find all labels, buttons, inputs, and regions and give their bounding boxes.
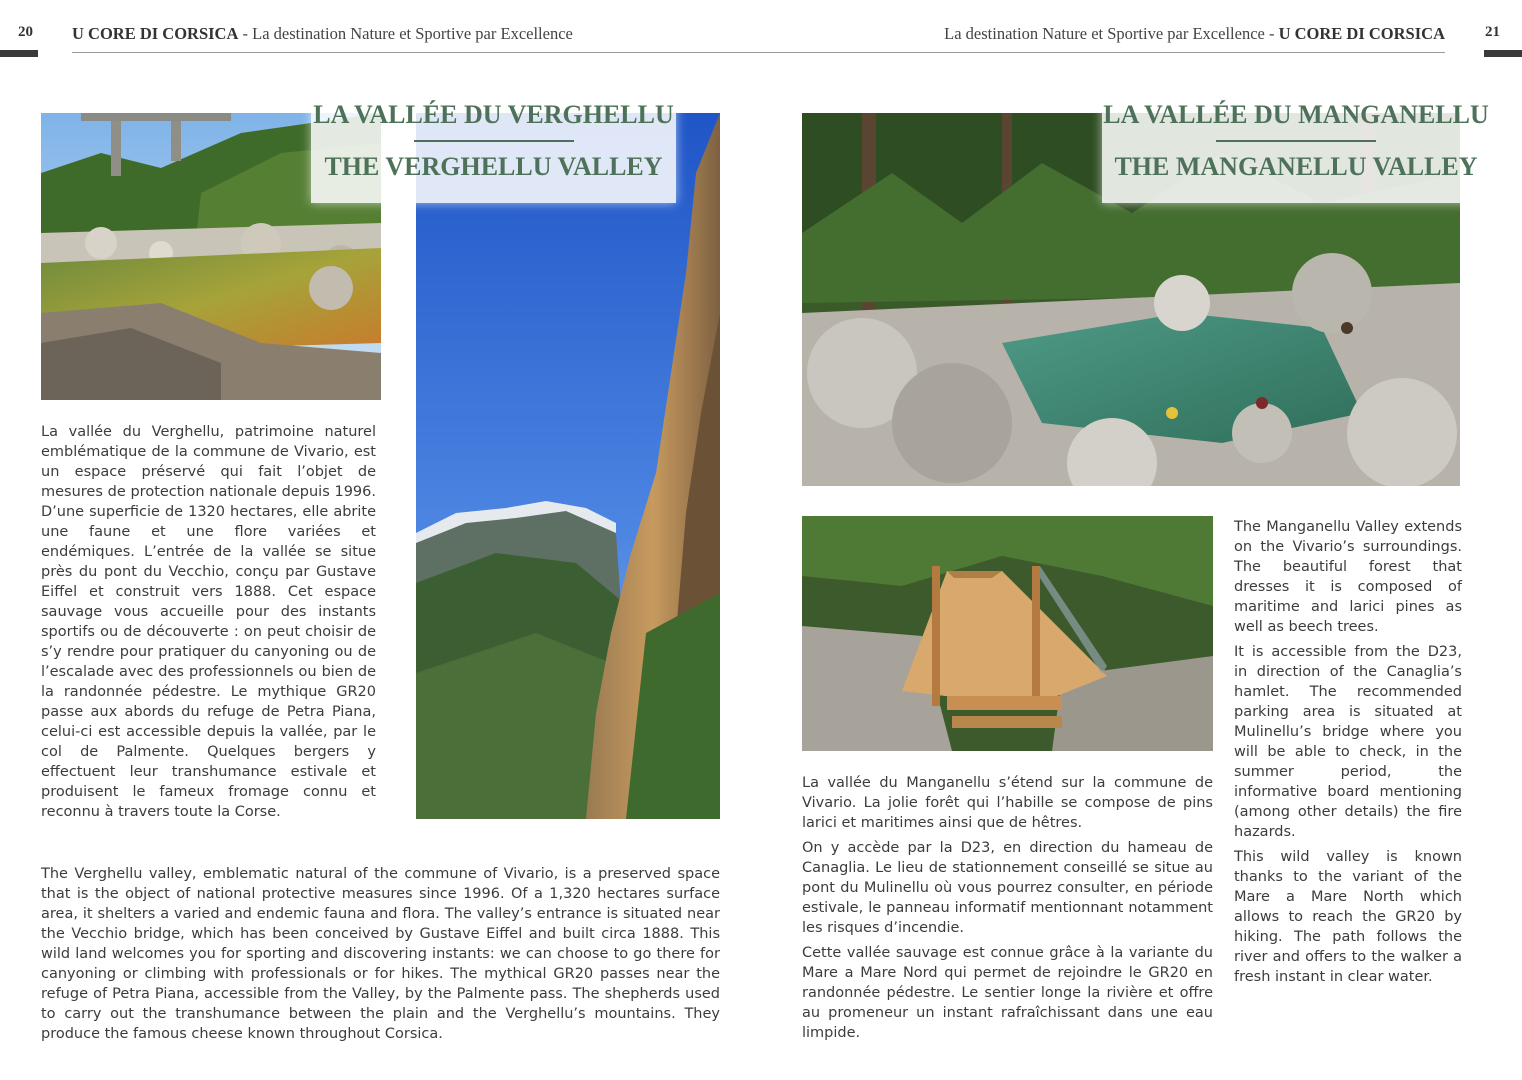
verghellu-text-fr: La vallée du Verghellu, patrimoine naturel emblématique de la commune de Vivario, est un espace préservé qui fait l’objet de mesures de protection nationale depuis 1996. D’une superficie de 1320 hectares, elle abrite une faune et une flore variées et endémiques. L’entrée de la vallée se situe près du pont du Vecchio, conçu par Gustave Eiffel et construit vers 1888. Cet espace sauvage vous accueille pour des instants sportifs ou de découverte : on peut choisir de s’y rendre pour pratiquer du canyoning ou de l’escalade avec des professionnels ou bien de la randonnée pédestre. Le mythique GR20 passe aux abords du refuge de Petra Piana, celui-ci est accessible depuis la vallée, par le col de Palmente. Quelques bergers y effectuent leur transhumance estivale et produisent le fameux fromage connu et reconnu à travers toute la Corse.	[41, 424, 376, 820]
header-rule	[761, 52, 1445, 53]
manganellu-text-en	[1234, 517, 1462, 992]
fr-paragraph-1: La vallée du Manganellu s’étend sur la commune de Vivario. La jolie forêt qui l’habille se compose de pins larici et maritimes ainsi que de hêtres.	[802, 775, 1213, 831]
running-head-brand: U CORE DI CORSICA	[72, 24, 239, 43]
running-head-tagline: - La destination Nature et Sportive par Excellence	[238, 24, 573, 43]
running-head-tagline: La destination Nature et Sportive par Excellence -	[944, 24, 1279, 43]
page-number-bar	[1484, 50, 1522, 57]
title-en: THE VERGHELLU VALLEY	[324, 152, 663, 181]
page-number: 20	[18, 24, 33, 40]
verghellu-title-box	[311, 80, 676, 203]
title-divider	[1216, 140, 1376, 142]
running-head	[72, 24, 573, 44]
title-en: THE MANGANELLU VALLEY	[1114, 152, 1478, 181]
title-fr: LA VALLÉE DU MANGANELLU	[1103, 100, 1489, 129]
running-head-brand: U CORE DI CORSICA	[1278, 24, 1445, 43]
manganellu-text-fr	[802, 773, 1213, 1048]
en-paragraph-3: This wild valley is known thanks to the variant of the Mare a Mare North which allows to reach the GR20 by hiking. The path follows the river and offers to the walker a fresh instant in clear water.	[1234, 849, 1462, 985]
verghellu-text-en: The Verghellu valley, emblematic natural of the commune of Vivario, is a preserved space that is the object of national protective measures since 1996. Of a 1,320 hectares surface area, it shelters a varied and endemic fauna and flora. The valley’s entrance is situated near the Vecchio bridge, which has been conceived by Gustave Eiffel and built circa 1888. This wild land welcomes you for sporting and discovering instants: we can choose to go there for canyoning or climbing with professionals or for hikes. The mythical GR20 passes near the refuge of Petra Piana, accessible from the Valley, by the Palmente pass. The shepherds used to carry out the transhumance between the plain and the Verghellu’s mountains. They produce the famous cheese known throughout Corsica.	[41, 866, 720, 1042]
running-head	[944, 24, 1445, 44]
page-number-bar	[0, 50, 38, 57]
en-paragraph-1: The Manganellu Valley extends on the Vivario’s surroundings. The beautiful forest that dresses it is composed of maritime and larici pines as well as beech trees.	[1234, 519, 1462, 635]
title-divider	[414, 140, 574, 142]
fr-paragraph-2: On y accède par la D23, en direction du hameau de Canaglia. Le lieu de stationnement conseillé se situe au pont du Mulinellu où vous pourrez consulter, en période estivale, le panneau informatif mentionnant notamment les risques d’incendie.	[802, 840, 1213, 936]
right-page	[761, 0, 1522, 1080]
en-paragraph-2: It is accessible from the D23, in direction of the Canaglia’s hamlet. The recommended parking area is situated at Mulinellu’s bridge where you will be able to check, in the summer period, the informative board mentioning (among other details) the fire hazards.	[1234, 644, 1462, 840]
manganellu-title-box	[1102, 80, 1490, 203]
fr-paragraph-3: Cette vallée sauvage est connue grâce à la variante du Mare a Mare Nord qui permet de rejoindre le GR20 en randonnée pédestre. Le sentier longe la rivière et offre au promeneur un instant rafraîchissant dans une eau limpide.	[802, 945, 1213, 1041]
page-number: 21	[1485, 24, 1500, 40]
title-fr: LA VALLÉE DU VERGHELLU	[313, 100, 674, 129]
cliff-sky-photo	[416, 113, 720, 819]
wooden-footbridge-photo	[802, 516, 1213, 751]
header-rule	[72, 52, 761, 53]
